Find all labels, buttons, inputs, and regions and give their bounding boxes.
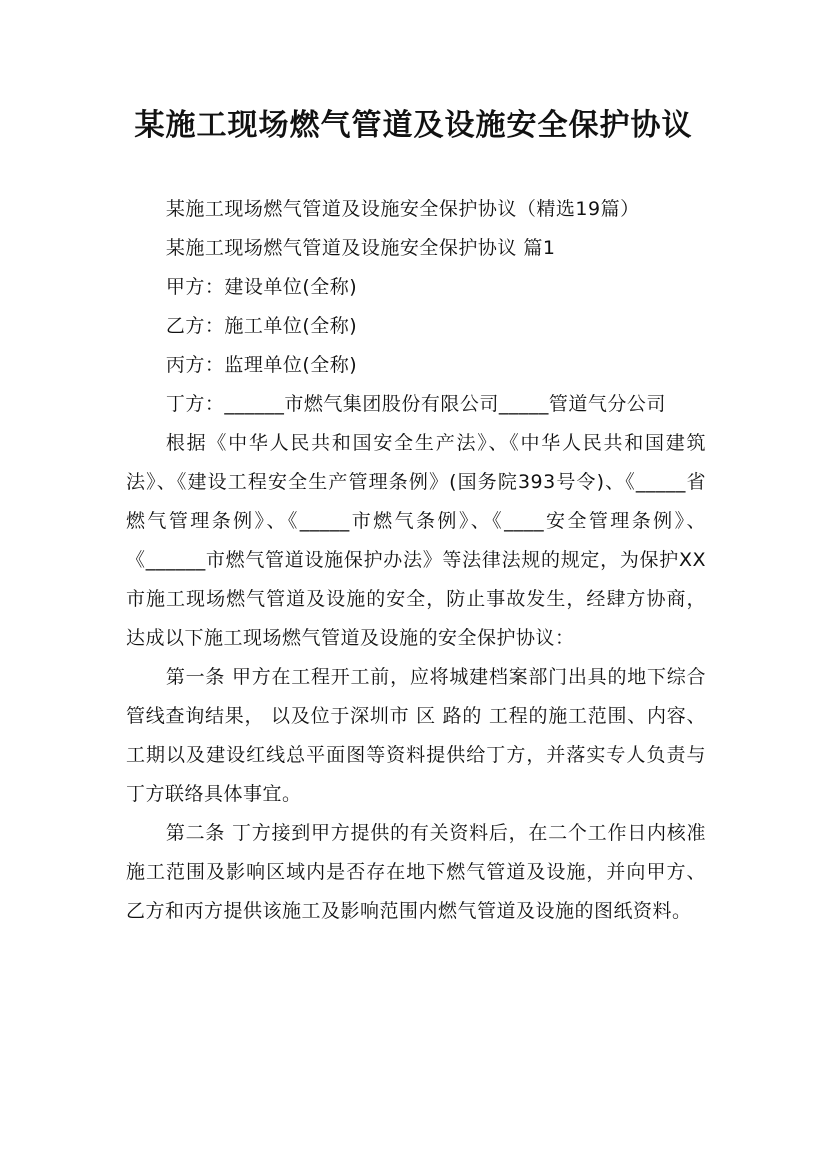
article-two-paragraph: 第二条 丁方接到甲方提供的有关资料后，在二个工作日内核准施工范围及影响区域内是否存在地下燃气管道及设施，并向甲方、乙方和丙方提供该施工及影响范围内燃气管道及设施的图纸资料。 (126, 822, 706, 922)
party-b-line: 乙方：施工单位(全称) (165, 315, 358, 337)
party-c-line: 丙方：监理单位(全称) (165, 354, 358, 376)
party-d-line: 丁方：______市燃气集团股份有限公司_____管道气分公司 (165, 393, 666, 415)
article-one-paragraph: 第一条 甲方在工程开工前，应将城建档案部门出具的地下综合管线查询结果， 以及位于深圳市 区 路的 工程的施工范围、内容、工期以及建设红线总平面图等资料提供给丁方，并落实专人负责与丁方联络具体事宜。 (126, 666, 706, 805)
document-title: 某施工现场燃气管道及设施安全保护协议 (134, 108, 693, 143)
subtitle-paragraph: 某施工现场燃气管道及设施安全保护协议（精选19篇） (165, 198, 640, 220)
section-heading: 某施工现场燃气管道及设施安全保护协议 篇1 (165, 237, 556, 259)
document-body (126, 190, 706, 931)
party-a-line: 甲方：建设单位(全称) (165, 276, 358, 298)
legal-basis-paragraph: 根据《中华人民共和国安全生产法》、《中华人民共和国建筑法》、《建设工程安全生产管理条例》(国务院393号令)、《_____省燃气管理条例》、《_____市燃气条例》、《____安全管理条例》、《______市燃气管道设施保护办法》等法律法规的规定，为保护XX市施工现场燃气管道及设施的安全，防止事故发生，经肆方协商，达成以下施工现场燃气管道及设施的安全保护协议： (126, 432, 706, 649)
